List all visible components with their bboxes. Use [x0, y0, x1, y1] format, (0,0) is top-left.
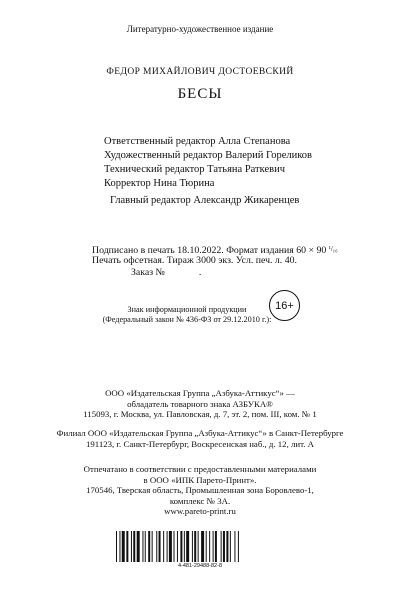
barcode-bar: [213, 531, 214, 562]
barcode-bar: [131, 531, 132, 562]
barcode-bar: [145, 531, 146, 562]
order-label: Заказ №: [131, 267, 165, 278]
barcode-bar: [133, 531, 135, 562]
barcode-number: 4-481-29488-82-8: [177, 563, 223, 569]
staff-line: Технический редактор Татьяна Раткевич: [104, 164, 285, 175]
barcode-bar: [221, 531, 222, 562]
barcode-bar: [167, 531, 168, 562]
barcode-bar: [186, 531, 189, 562]
publisher-info: [0, 388, 400, 420]
publisher-line: обладатель товарного знака АЗБУКА®: [127, 398, 273, 409]
barcode-bar: [122, 531, 125, 562]
format-fraction: ¹/₁₆: [328, 245, 338, 253]
barcode-bar: [137, 531, 140, 562]
barcode-bar: [184, 531, 185, 562]
barcode-bar: [159, 531, 161, 562]
barcode-bar: [148, 531, 150, 562]
barcode-bar: [116, 531, 117, 562]
age-badge-text: 16+: [275, 299, 294, 312]
barcode-bar: [177, 531, 178, 562]
staff-line: Корректор Нина Тюрина: [104, 178, 215, 189]
barcode-bar: [226, 531, 228, 562]
staff-line: Ответственный редактор Алла Степанова: [104, 136, 291, 147]
barcode-bar: [234, 531, 235, 562]
printer-info: [0, 464, 400, 506]
barcode-bar: [142, 531, 143, 562]
publisher-line: ООО «Издательская Группа „Азбука-Аттикус“» —: [105, 388, 295, 398]
order-end: .: [198, 267, 202, 278]
branch-line: 191123, г. Санкт-Петербург, Воскресенская наб., д. 12, лит. А: [85, 438, 315, 449]
printer-line: в ООО «ИПК Парето-Принт».: [143, 474, 257, 485]
barcode-bar: [126, 531, 128, 562]
publisher-line: 115093, г. Москва, ул. Павловская, д. 7, эт. 2, пом. III, ком. № 1: [83, 409, 317, 419]
branch-line: Филиал ООО «Издательская Группа „Азбука-Аттикус“» в Санкт-Петербурге: [56, 428, 344, 438]
publication-line-2: Печать офсетная. Тираж 3000 экз. Усл. печ. л. 40.: [92, 255, 297, 266]
age-label-line: Знак информационной продукции: [127, 305, 247, 314]
barcode-bar: [209, 531, 210, 562]
printer-website: www.pareto-print.ru: [164, 506, 236, 516]
publication-format-text: Подписано в печать 18.10.2022. Формат издания 60 × 90: [92, 245, 329, 256]
age-rating-label: [102, 305, 272, 325]
barcode-bar: [192, 531, 193, 562]
barcode-bar: [119, 531, 120, 562]
barcode-bar: [163, 531, 164, 562]
barcode-bar: [238, 531, 239, 562]
order-number: [131, 267, 201, 279]
barcode: [116, 531, 284, 562]
editorial-staff: [104, 135, 312, 191]
staff-line: Художественный редактор Валерий Гореликов: [104, 150, 312, 161]
barcode-bar: [215, 531, 217, 562]
book-title: БЕСЫ: [177, 86, 223, 102]
barcode-bar: [201, 531, 204, 562]
barcode-bar: [156, 531, 157, 562]
barcode-bar: [174, 531, 175, 562]
barcode-bar: [223, 531, 225, 562]
barcode-bar: [206, 531, 207, 562]
barcode-bar: [169, 531, 172, 562]
author-name: ФЕДОР МИХАЙЛОВИЧ ДОСТОЕВСКИЙ: [106, 67, 294, 77]
edition-type: Литературно-художественное издание: [126, 24, 274, 34]
barcode-bar: [152, 531, 153, 562]
barcode-bar: [180, 531, 182, 562]
barcode-bar: [194, 531, 196, 562]
branch-info: [0, 428, 400, 449]
chief-editor: Главный редактор Александр Жикаренцев: [110, 195, 300, 206]
printer-line: 170546, Тверская область, Промышленная зона Боровлево-1,: [86, 485, 314, 495]
age-rating-badge: [269, 290, 300, 321]
printer-line: комплекс № 3А.: [169, 495, 231, 506]
age-label-line: (Федеральный закон № 436-ФЗ от 29.12.2010 г.):: [102, 315, 272, 324]
barcode-bar: [230, 531, 231, 562]
printer-line: Отпечатано в соответствии с предоставленными материалами: [83, 464, 317, 474]
barcode-bar: [198, 531, 199, 562]
